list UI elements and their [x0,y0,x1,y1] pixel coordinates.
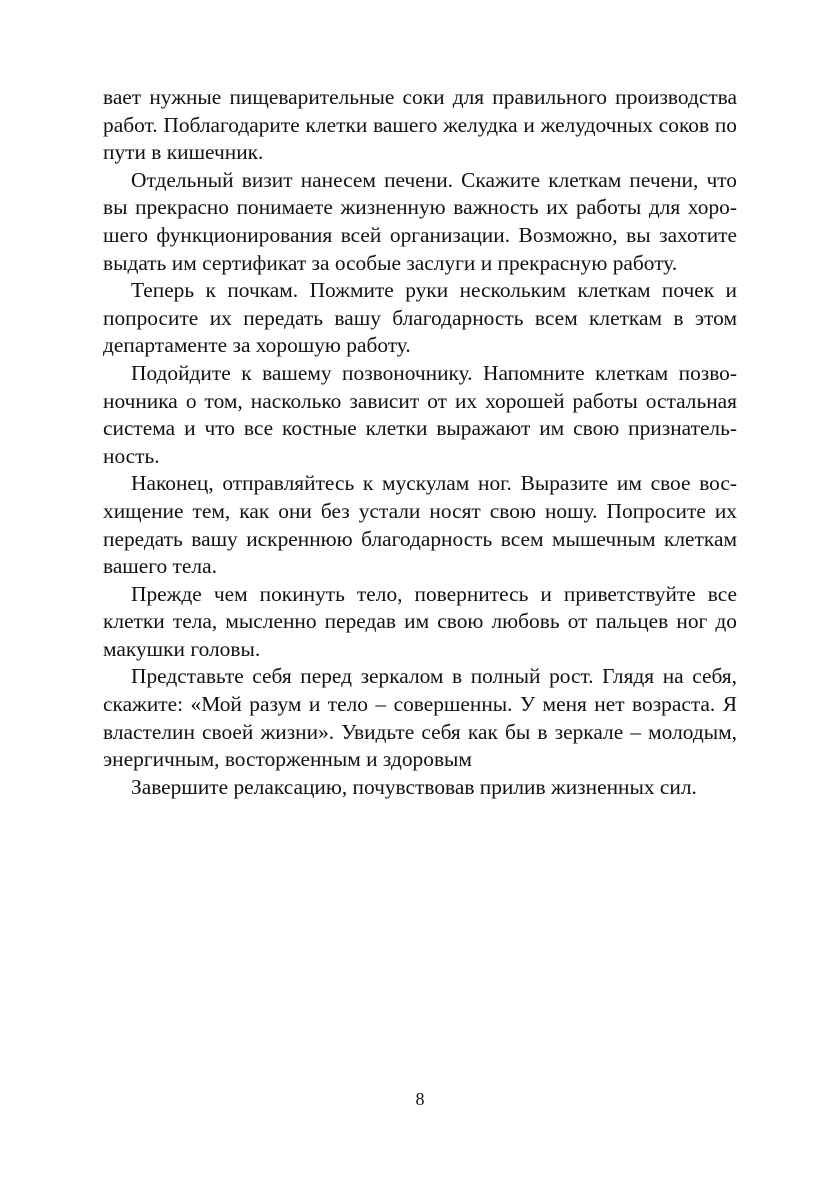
paragraph-greet-cells: Прежде чем покинуть тело, повернитесь и приветствуйте все клетки тела, мысленно передав им свою любовь от пальцев ног до макушки головы. [103,581,737,661]
paragraph-mirror: Представьте себя перед зеркалом в полный рост. Глядя на себя, скажите: «Мой разум и тело – совершенны. У меня нет возраста. Я властелин своей жизни». Увидьте себя как бы в зеркале – молодым, энергичным, восторженным и здоровым [103,664,737,772]
paragraph-leg-muscles: Наконец, отправляйтесь к мускулам ног. Выразите им свое восхищение тем, как они без устали носят свою ношу. Попросите их передать вашу искреннюю благодарность всем мышечным клеткам вашего тела. [103,471,737,579]
paragraph-kidneys: Теперь к почкам. Пожмите руки нескольким клеткам почек и попросите их передать вашу благодарность всем клеткам в этом департаменте за хорошую работу. [103,278,737,358]
paragraph-digestion: вает нужные пищеварительные соки для правильного производства работ. Поблагодарите клетки вашего желудка и желудочных соков по пути в кишечник. [103,85,737,165]
page-number: 8 [415,1089,425,1109]
body-text [103,84,737,801]
paragraph-spine: Подойдите к вашему позвоночнику. Напомните клеткам позвоночника о том, насколько зависит от их хорошей работы остальная система и что все костные клетки выражают им свою признательность. [103,360,737,468]
paragraph-finish: Завершите релаксацию, почувствовав прилив жизненных сил. [131,774,697,799]
paragraph-liver: Отдельный визит нанесем печени. Скажите клеткам печени, что вы прекрасно понимаете жизненную важность их работы для хорошего функционирования всей организации. Возможно, вы захотите выдать им сертификат за особые заслуги и прекрасную работу. [103,167,737,275]
